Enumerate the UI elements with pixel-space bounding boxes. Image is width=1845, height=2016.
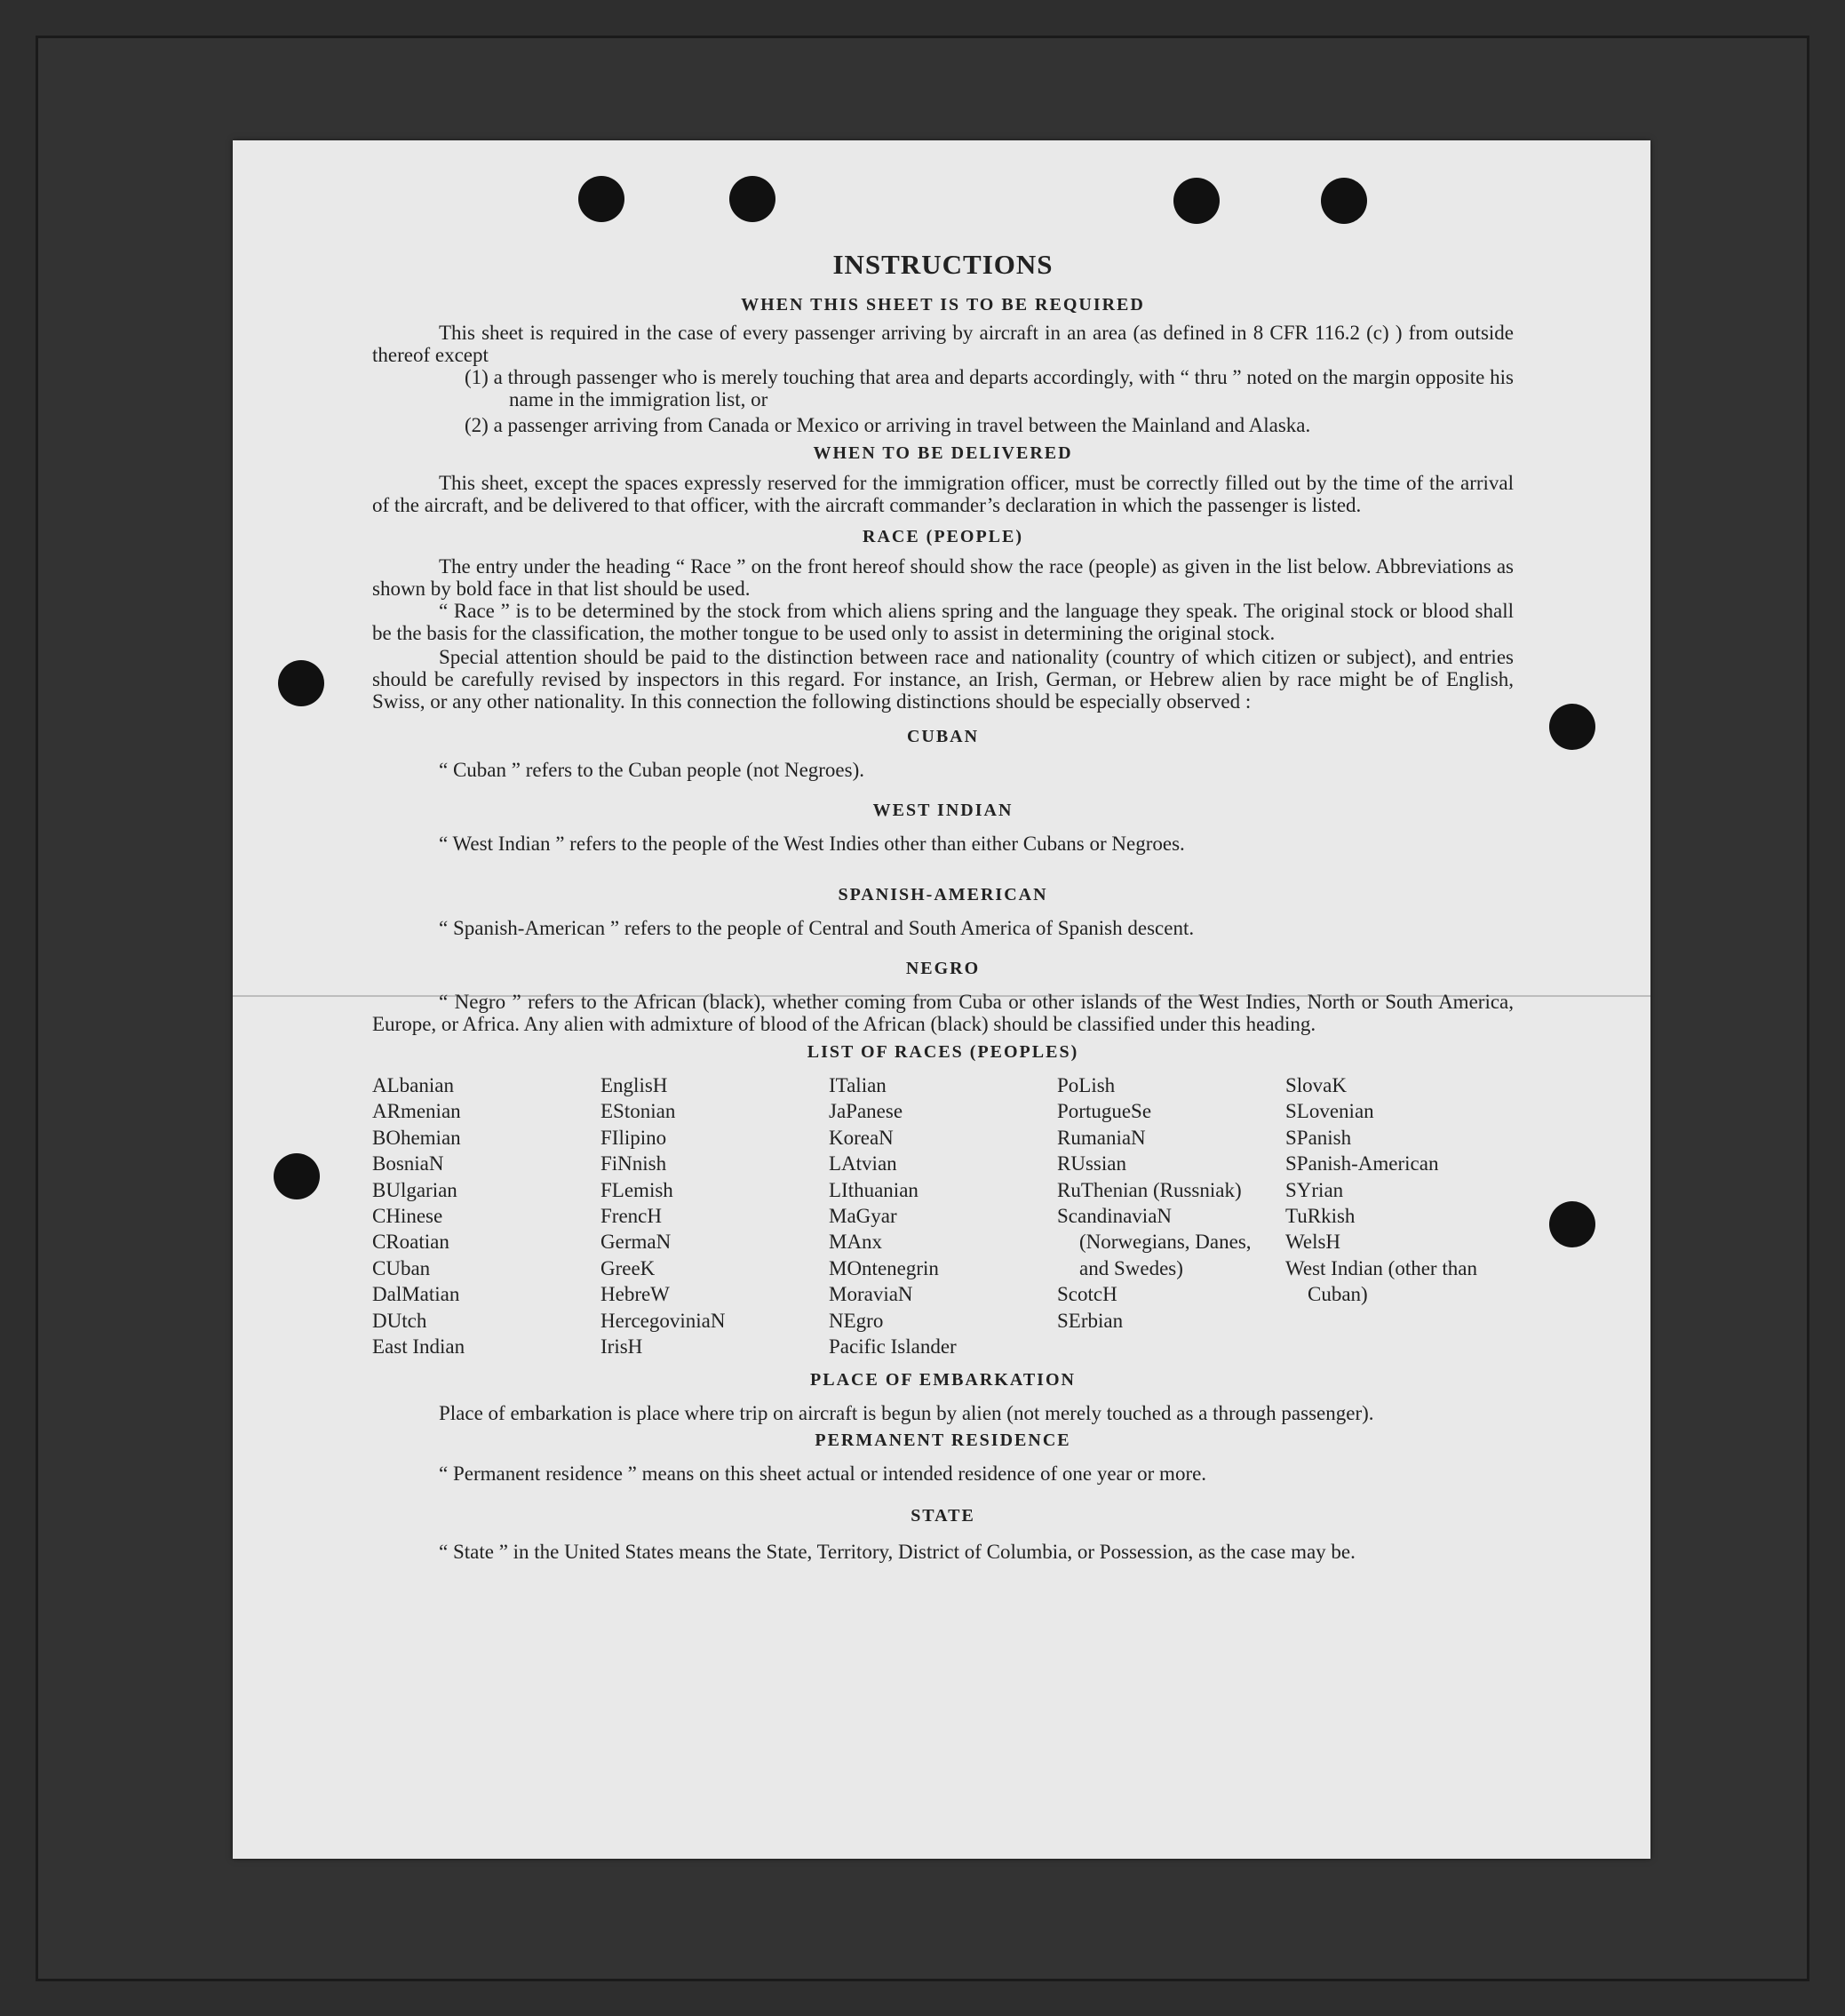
race-list-item: ScandinaviaN (Norwegians, Danes, and Swedes) (1057, 1205, 1252, 1279)
race-list-item: CUban (372, 1256, 431, 1279)
instructions-content (372, 249, 1514, 1566)
race-list-item: ALbanian (372, 1074, 454, 1096)
race-list-item: BUlgarian (372, 1178, 457, 1201)
race-list-item: MoraviaN (829, 1283, 913, 1306)
west-indian-text: “ West Indian ” refers to the people of the West Indies other than either Cubans or Negroes. (439, 833, 1185, 855)
race-list-column-2 (600, 1072, 829, 1359)
race-list-item: ITalian (829, 1074, 887, 1096)
race-paragraph-3: Special attention should be paid to the distinction between race and nationality (country of which citizen or subject), and entries should be carefully revised by inspectors in this regard. For instance, an Irish, German, or Hebrew alien by race might be of English, Swiss, or any other nationality. In this connection the following distinctions should be especially observed : (372, 646, 1514, 713)
race-list-item: FrencH (600, 1205, 662, 1228)
exception-item-2: (2) a passenger arriving from Canada or Mexico or arriving in travel between the Mainland and Alaska. (465, 414, 1311, 436)
race-list-item: EStonian (600, 1100, 676, 1123)
race-list-item: West Indian (other than Cuban) (1285, 1256, 1477, 1306)
section-heading-permanent-residence: PERMANENT RESIDENCE (815, 1430, 1071, 1451)
race-paragraph-1: The entry under the heading “ Race ” on the front hereof should show the race (people) as given in the list below. Abbreviations as shown by bold face in that list should be used. (372, 555, 1514, 600)
race-list-item: RumaniaN (1057, 1126, 1146, 1149)
section-heading-race: RACE (PEOPLE) (863, 527, 1023, 546)
race-list-item: TuRkish (1285, 1205, 1356, 1228)
punch-hole-icon (729, 176, 775, 222)
section-heading-when-delivered: WHEN TO BE DELIVERED (813, 443, 1073, 463)
race-list-item: BosniaN (372, 1152, 444, 1175)
race-list-item: MOntenegrin (829, 1256, 939, 1279)
permanent-residence-text: “ Permanent residence ” means on this sheet actual or intended residence of one year or more. (439, 1462, 1207, 1486)
race-list-item: PortugueSe (1057, 1100, 1152, 1123)
race-list-item: RuThenian (Russniak) (1057, 1178, 1242, 1201)
spanish-american-text: “ Spanish-American ” refers to the people of Central and South America of Spanish descent. (439, 917, 1195, 939)
race-list-item: HebreW (600, 1283, 670, 1306)
section-heading-when-required: WHEN THIS SHEET IS TO BE REQUIRED (741, 295, 1145, 315)
race-list-item: RUssian (1057, 1152, 1126, 1175)
negro-text: “ Negro ” refers to the African (black), whether coming from Cuba or other islands of the West Indies, North or South America, Europe, or Africa. Any alien with admixture of blood of the African (black) should be classified under this heading. (372, 991, 1514, 1035)
race-list-item: LIthuanian (829, 1178, 919, 1201)
race-list-item: LAtvian (829, 1152, 897, 1175)
race-list-item: SlovaK (1285, 1074, 1347, 1096)
race-list-item: MaGyar (829, 1205, 897, 1228)
race-list-item: IrisH (600, 1335, 643, 1359)
state-text: “ State ” in the United States means the State, Territory, District of Columbia, or Possession, as the case may be. (439, 1541, 1356, 1564)
punch-hole-icon (578, 176, 624, 222)
punch-hole-icon (1549, 704, 1595, 750)
race-list-column-1 (372, 1072, 600, 1359)
race-list-item: FIlipino (600, 1126, 667, 1149)
race-list-item: DalMatian (372, 1283, 460, 1306)
race-list-item: ScotcH (1057, 1283, 1117, 1306)
section-heading-state: STATE (911, 1506, 975, 1526)
race-list (372, 1072, 1514, 1359)
embarkation-text: Place of embarkation is place where trip on aircraft is begun by alien (not merely touched as a through passenger). (439, 1402, 1374, 1425)
section-heading-embarkation: PLACE OF EMBARKATION (810, 1370, 1076, 1390)
race-list-item: MAnx (829, 1231, 883, 1254)
section-heading-list-of-races: LIST OF RACES (PEOPLES) (807, 1042, 1079, 1062)
punch-hole-icon (278, 660, 324, 706)
race-list-item: Pacific Islander (829, 1335, 957, 1359)
race-list-item: GermaN (600, 1231, 672, 1254)
when-required-intro: This sheet is required in the case of every passenger arriving by aircraft in an area (as defined in 8 CFR 116.2 (c) ) from outside thereof except (372, 322, 1514, 366)
race-list-item: NEgro (829, 1309, 884, 1332)
race-list-column-4 (1057, 1072, 1285, 1359)
when-delivered-text: This sheet, except the spaces expressly reserved for the immigration officer, must be correctly filled out by the time of the arrival of the aircraft, and be delivered to that officer, with the aircraft commander’s declaration in which the passenger is listed. (372, 472, 1514, 516)
race-list-item: BOhemian (372, 1126, 461, 1149)
race-list-column-5 (1285, 1072, 1514, 1359)
section-heading-cuban: CUBAN (906, 727, 980, 746)
race-list-item: SErbian (1057, 1309, 1124, 1332)
section-heading-negro: NEGRO (905, 959, 981, 978)
race-list-item: SPanish-American (1285, 1152, 1439, 1175)
race-list-item: FLemish (600, 1178, 673, 1201)
race-list-item: CRoatian (372, 1231, 449, 1254)
section-heading-spanish-american: SPANISH-AMERICAN (838, 885, 1048, 904)
cuban-text: “ Cuban ” refers to the Cuban people (not Negroes). (439, 759, 865, 781)
race-list-item: East Indian (372, 1335, 465, 1359)
race-list-item: HercegoviniaN (600, 1309, 726, 1332)
punch-hole-icon (1321, 178, 1367, 224)
race-list-item: EnglisH (600, 1074, 668, 1096)
punch-hole-icon (1173, 178, 1220, 224)
race-list-item: SYrian (1285, 1178, 1344, 1201)
race-list-item: SLovenian (1285, 1100, 1374, 1123)
page-title: INSTRUCTIONS (832, 249, 1054, 280)
race-paragraph-2: “ Race ” is to be determined by the stock from which aliens spring and the language they speak. The original stock or blood shall be the basis for the classification, the mother tongue to be used only to assist in determining the original stock. (372, 600, 1514, 644)
race-list-item: SPanish (1285, 1126, 1352, 1149)
exception-item-1: (1) a through passenger who is merely touching that area and departs accordingly, with “ thru ” noted on the margin opposite his name in the immigration list, or (465, 366, 1514, 410)
race-list-item: PoLish (1057, 1074, 1116, 1096)
section-heading-west-indian: WEST INDIAN (872, 801, 1014, 820)
race-list-column-3 (829, 1072, 1057, 1359)
race-list-item: WelsH (1285, 1231, 1341, 1254)
race-list-item: FiNnish (600, 1152, 667, 1175)
race-list-item: GreeK (600, 1256, 656, 1279)
race-list-item: JaPanese (829, 1100, 903, 1123)
race-list-item: KoreaN (829, 1126, 894, 1149)
punch-hole-icon (274, 1153, 320, 1199)
race-list-item: CHinese (372, 1205, 443, 1228)
race-list-item: ARmenian (372, 1100, 461, 1123)
race-list-item: DUtch (372, 1309, 427, 1332)
punch-hole-icon (1549, 1201, 1595, 1247)
